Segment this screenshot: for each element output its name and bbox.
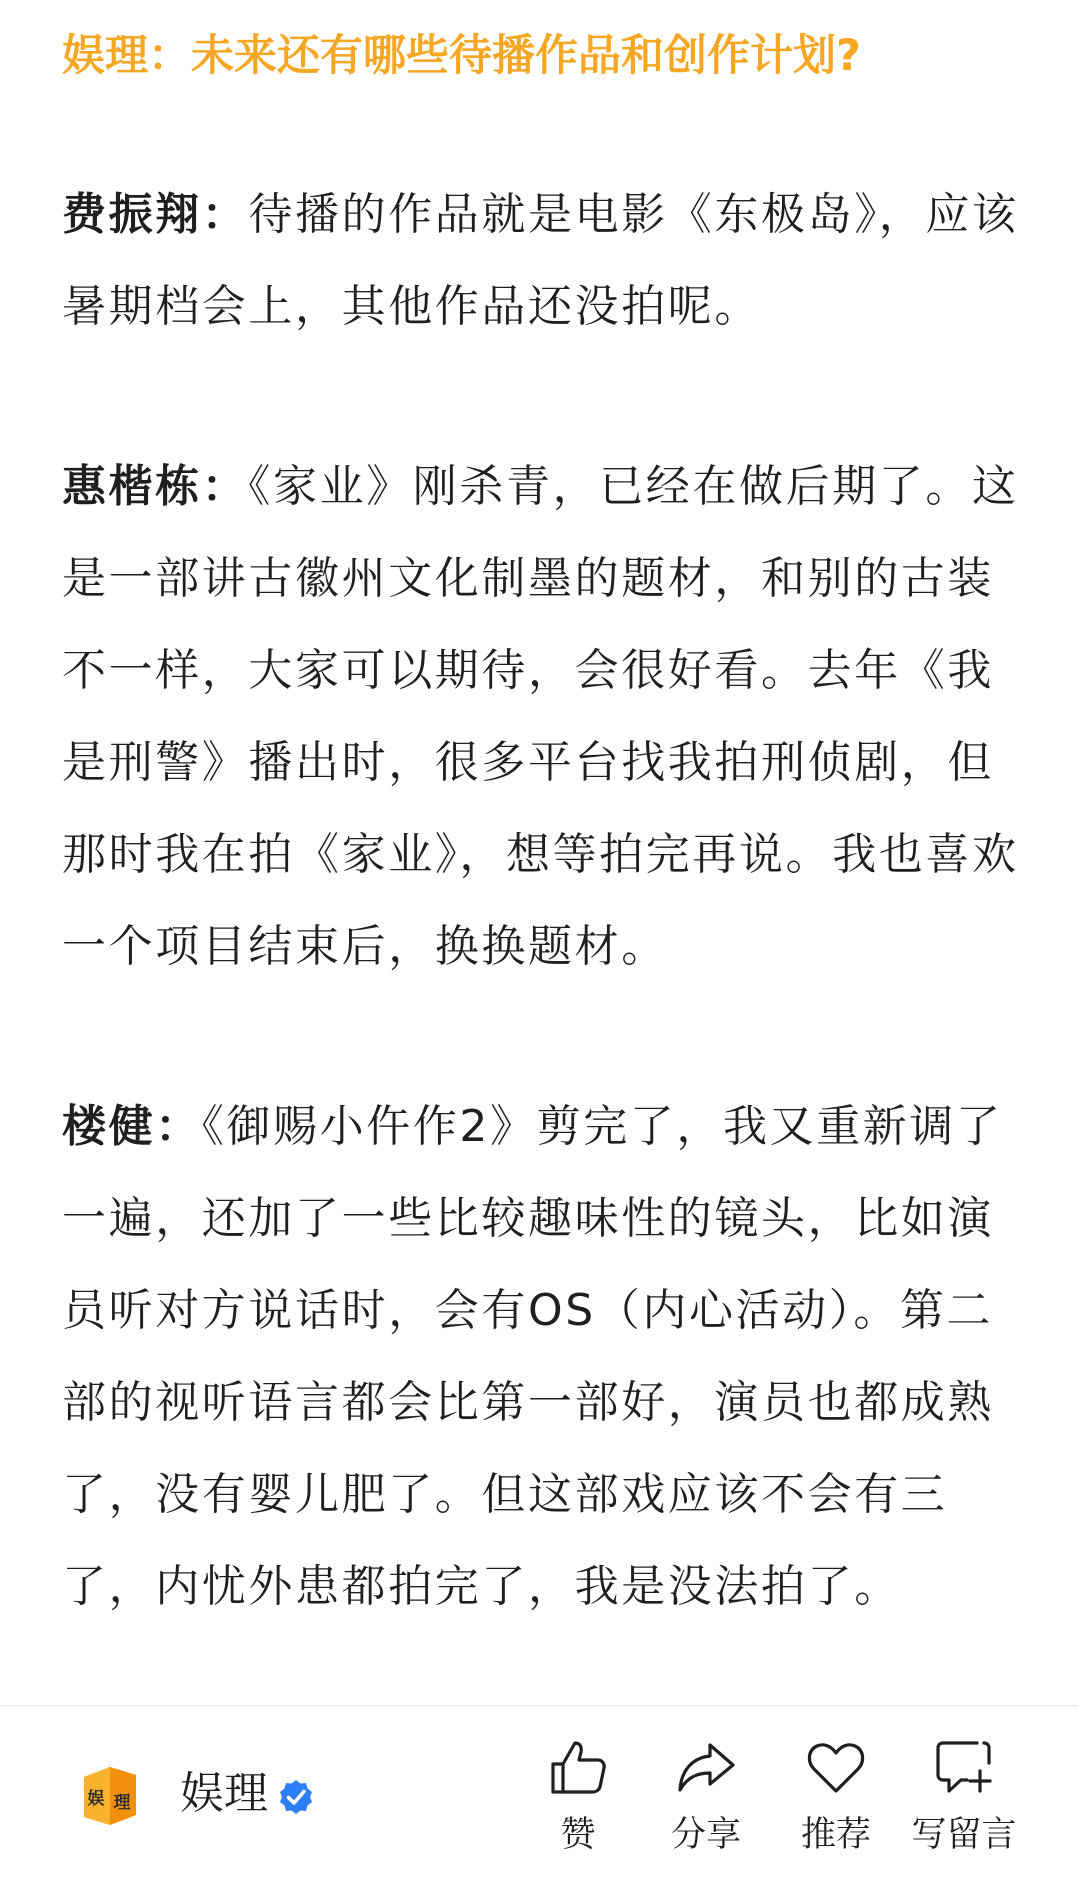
logo-char-2: 理 xyxy=(113,1793,131,1813)
heart-icon xyxy=(805,1737,867,1799)
answer-text: 《御赐小仵作2》剪完了，我又重新调了一遍，还加了一些比较趣味性的镜头，比如演员听对方说话时，会有OS（内心活动）。第二部的视听语言都会比第一部好，演员也都成熟了，没有婴儿肥了。但这部戏应该不会有三了，内忧外患都拍完了，我是没法拍了。 xyxy=(62,1101,1003,1612)
article-body xyxy=(62,22,1022,1633)
like-label: 赞 xyxy=(560,1815,596,1855)
like-button[interactable] xyxy=(523,1737,633,1857)
thumbs-up-icon xyxy=(547,1737,609,1799)
answer-paragraph xyxy=(62,169,1022,353)
account-logo-mark xyxy=(76,1763,142,1829)
share-label: 分享 xyxy=(670,1815,741,1855)
verified-badge-icon xyxy=(277,1778,315,1816)
answer-text: 《家业》刚杀青，已经在做后期了。这是一部讲古徽州文化制墨的题材，和别的古装不一样，大家可以期待，会很好看。去年《我是刑警》播出时，很多平台找我拍刑侦剧，但那时我在拍《家业》，想等拍完再说。我也喜欢一个项目结束后，换换题材。 xyxy=(62,461,1019,972)
answer-paragraph xyxy=(62,441,1022,993)
account-logo[interactable] xyxy=(76,1763,142,1829)
recommend-label: 推荐 xyxy=(800,1815,871,1855)
answer-paragraph xyxy=(62,1081,1022,1633)
speaker-name: 楼健： xyxy=(62,1101,202,1152)
recommend-button[interactable] xyxy=(781,1737,891,1857)
answer-text: 待播的作品就是电影《东极岛》，应该暑期档会上，其他作品还没拍呢。 xyxy=(62,189,1019,332)
account-name[interactable]: 娱理 xyxy=(180,1768,268,1819)
share-button[interactable] xyxy=(651,1737,761,1857)
speaker-name: 费振翔： xyxy=(62,189,249,240)
share-arrow-icon xyxy=(675,1737,737,1799)
speaker-name: 惠楷栋： xyxy=(62,461,249,512)
article-footer-bar xyxy=(0,1707,1078,1878)
comment-add-icon xyxy=(933,1737,995,1799)
write-comment-label: 写留言 xyxy=(911,1815,1017,1855)
logo-char-1: 娱 xyxy=(87,1789,105,1809)
write-comment-button[interactable] xyxy=(909,1737,1019,1857)
interview-question: 娱理：未来还有哪些待播作品和创作计划? xyxy=(62,31,861,81)
